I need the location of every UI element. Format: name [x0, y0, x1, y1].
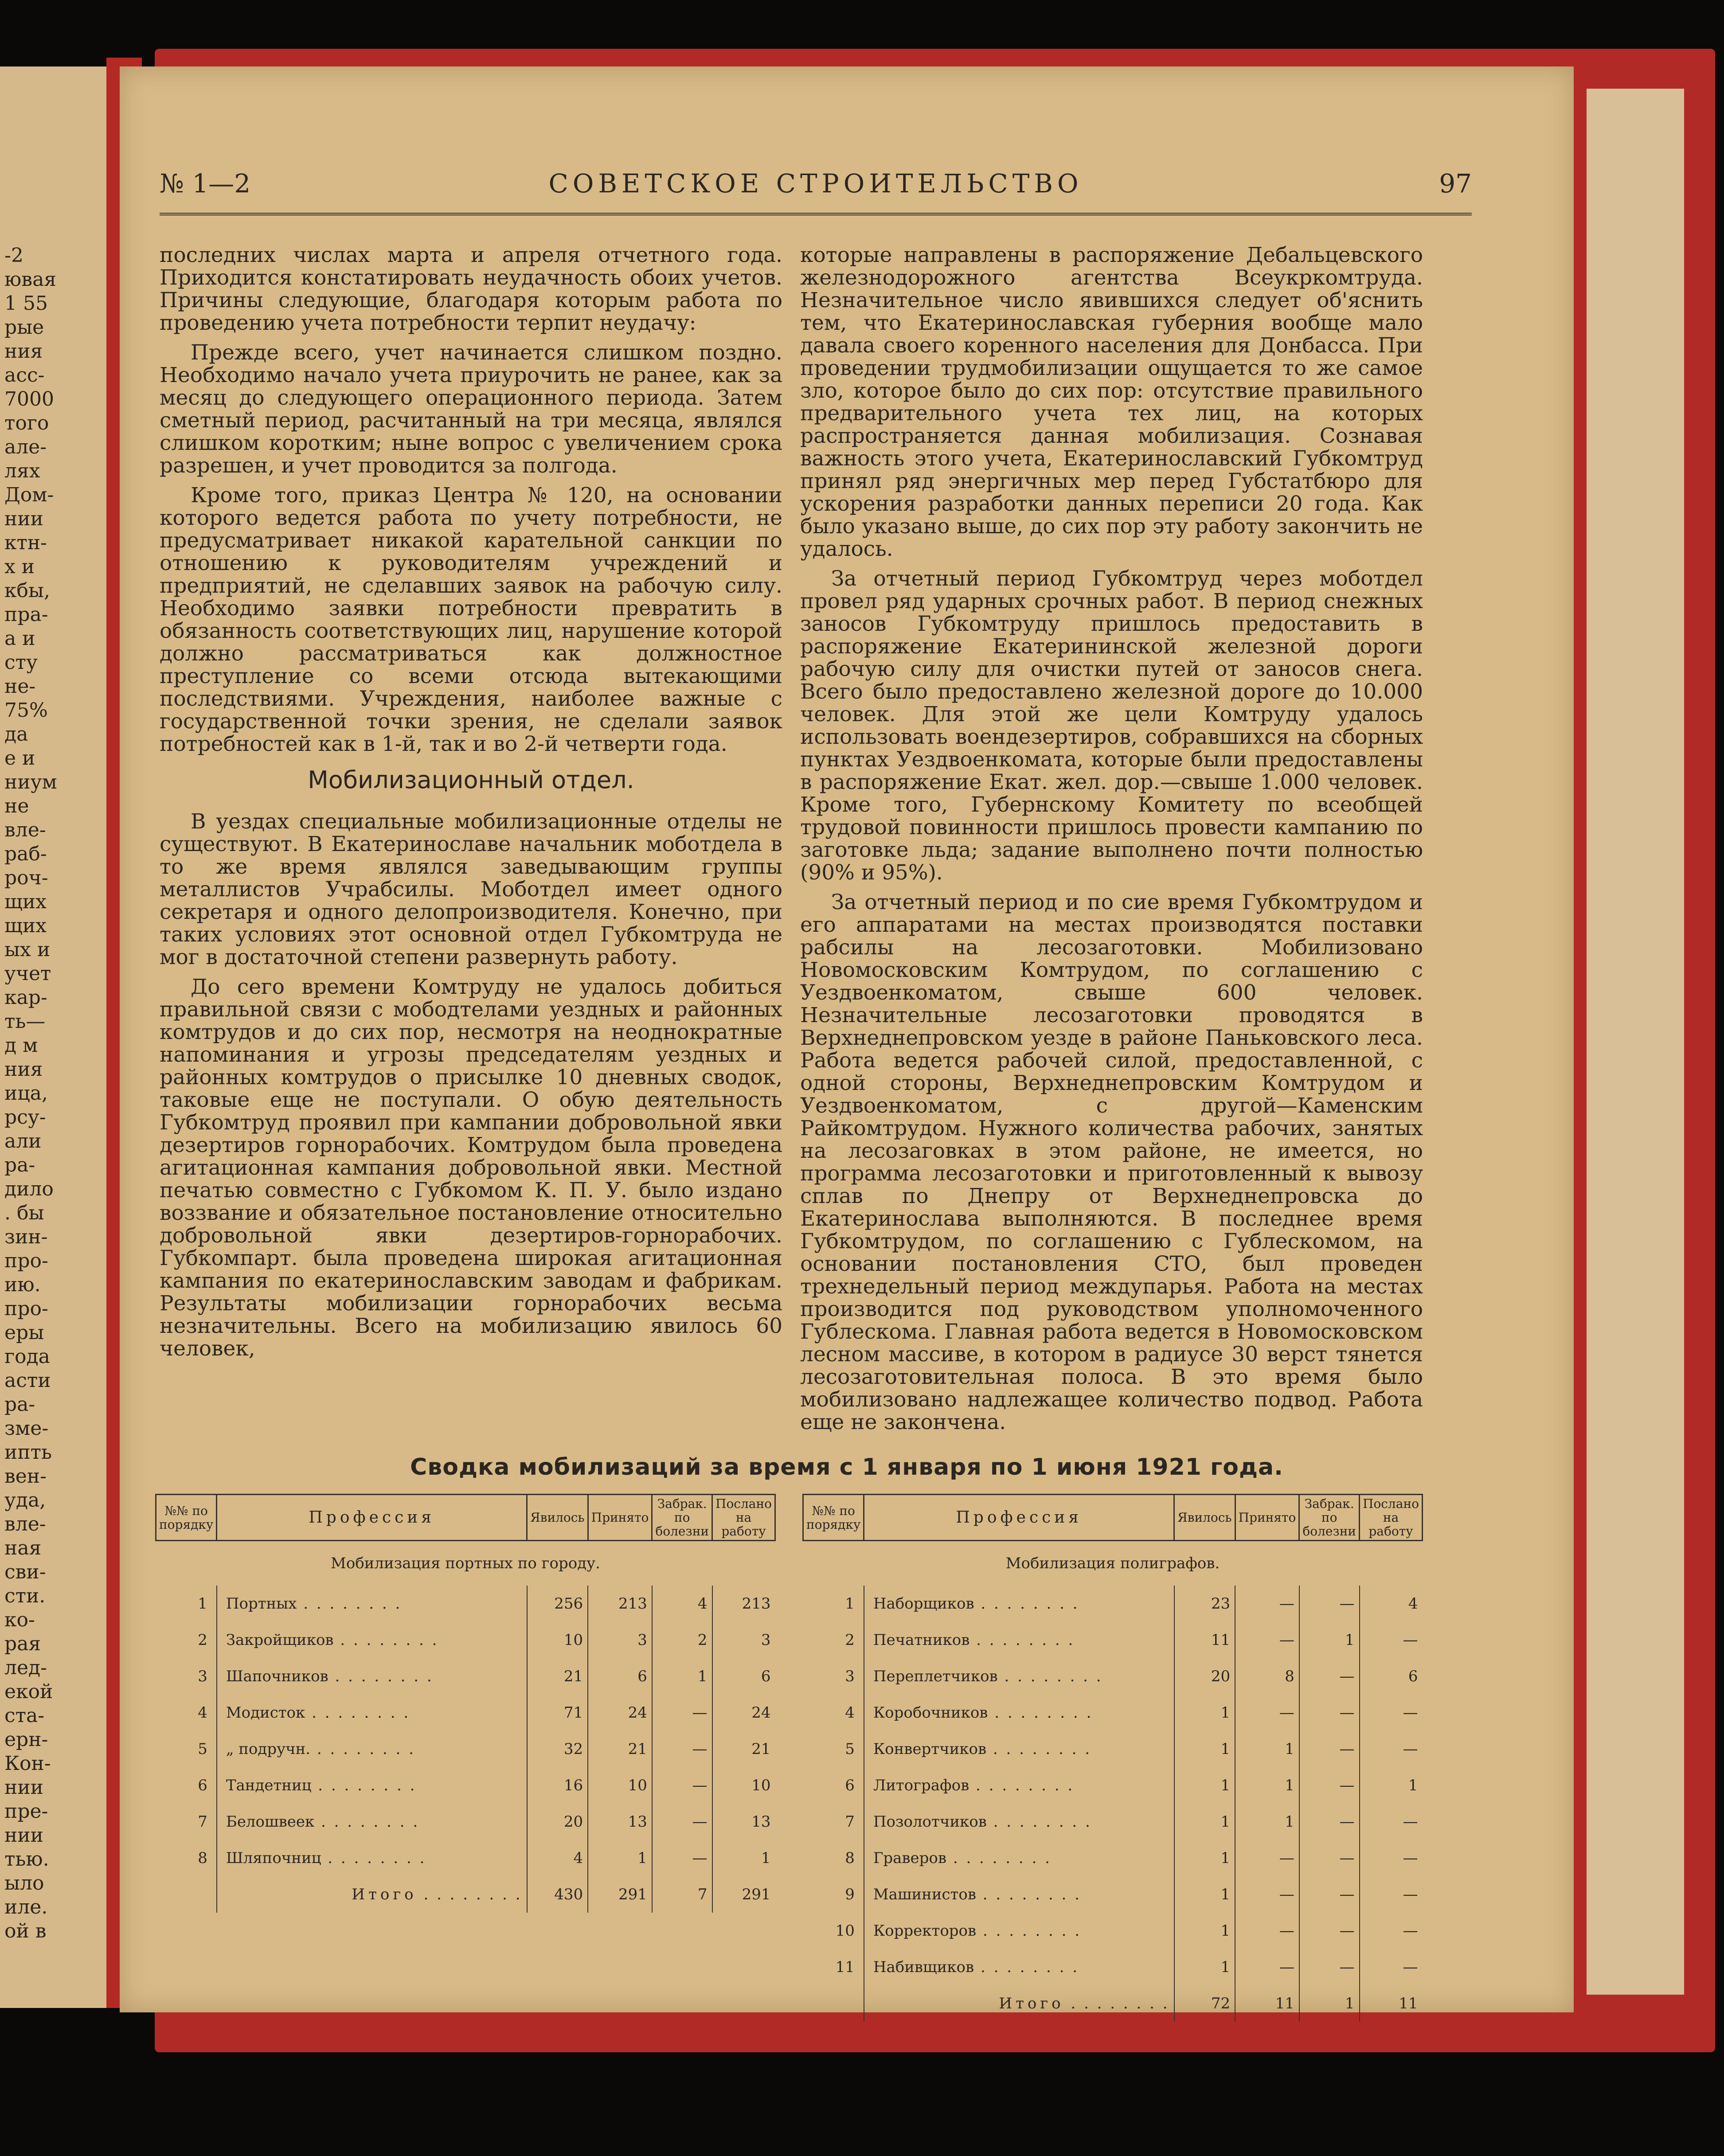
col-header-sent: Послано на работу: [712, 1495, 775, 1541]
row-rejected: 1: [1299, 1622, 1360, 1658]
row-sent: —: [1360, 1949, 1423, 1985]
left-page-fragment: уда,: [4, 1489, 46, 1512]
row-accepted: 6: [588, 1658, 652, 1695]
table-row: [156, 1586, 775, 1622]
row-number: 2: [198, 1631, 207, 1649]
row-rejected: 1: [652, 1658, 712, 1695]
row-number: 3: [845, 1668, 855, 1685]
row-rejected: —: [1299, 1586, 1360, 1622]
row-profession: Портных . . .: [217, 1586, 527, 1622]
left-page-fragment: ица,: [4, 1082, 48, 1105]
left-page-fragment: ерн-: [4, 1728, 48, 1751]
left-page-fragment: а и: [4, 627, 35, 650]
page-header: [160, 168, 1472, 215]
row-number: 9: [845, 1886, 855, 1903]
left-page-fragment: ых и: [4, 938, 51, 961]
row-came: 1: [1174, 1949, 1235, 1985]
row-profession: Наборщиков . . .: [864, 1586, 1174, 1622]
row-came: 1: [1174, 1876, 1235, 1913]
row-rejected: —: [1299, 1804, 1360, 1840]
table-row: [156, 1731, 775, 1767]
left-page-fragment: Дом-: [4, 484, 54, 506]
left-page-fragment: -2: [4, 244, 23, 267]
row-rejected: —: [652, 1804, 712, 1840]
left-page-fragment: асти: [4, 1369, 51, 1392]
row-rejected: —: [652, 1695, 712, 1731]
col-header-profession: Профессия: [217, 1495, 527, 1541]
row-rejected: —: [1299, 1658, 1360, 1695]
row-rejected: —: [1299, 1949, 1360, 1985]
total-spacer: [803, 1985, 864, 2022]
row-profession: Набивщиков . . .: [864, 1949, 1174, 1985]
paragraph: Кроме того, приказ Центра № 120, на основании которого ведется работа по учету потребности, не предусматривает никакой карательной санкции по отношению к руководителям учреждений и предприятий, не сделавших заявок на рабочую силу. Необходимо заявки потребности превратить в обязанность соответствующих лиц, нарушение которой должно рассматриваться как должностное преступление со всеми отсюда вытекающими последствиями. Учреждения, наиболее важные с государственной точки зрения, не сделали заявок потребностей как в 1-й, так и во 2-й четверти года.: [160, 483, 782, 756]
row-profession: Закройщиков . . .: [217, 1622, 527, 1658]
table-row: [156, 1840, 775, 1876]
left-page-fragment: ть—: [4, 1010, 46, 1033]
row-rejected: —: [652, 1767, 712, 1804]
left-page-fragment: ыло: [4, 1872, 44, 1894]
total-came: 72: [1174, 1985, 1235, 2022]
row-came: 71: [527, 1695, 588, 1731]
left-page-fragment: ная: [4, 1537, 42, 1559]
left-page-fragment: лях: [4, 460, 40, 482]
row-came: 10: [527, 1622, 588, 1658]
row-sent: —: [1360, 1804, 1423, 1840]
row-sent: —: [1360, 1622, 1423, 1658]
table-row: [156, 1767, 775, 1804]
table-section-title: Мобилизация портных по городу.: [331, 1555, 600, 1572]
row-profession: Белошвеек . . .: [217, 1804, 527, 1840]
row-came: 1: [1174, 1695, 1235, 1731]
row-sent: 10: [712, 1767, 775, 1804]
table-row: [803, 1913, 1423, 1949]
table-row: [156, 1695, 775, 1731]
left-page-fragment: ста-: [4, 1704, 45, 1727]
table-row: [803, 1804, 1423, 1840]
row-accepted: 1: [1235, 1804, 1299, 1840]
left-page-fragment: ой в: [4, 1920, 47, 1942]
row-accepted: —: [1235, 1876, 1299, 1913]
row-profession: Позолотчиков . . .: [864, 1804, 1174, 1840]
left-page-fragment: вле-: [4, 1513, 46, 1535]
left-page-fragment: але-: [4, 436, 47, 458]
row-came: 1: [1174, 1731, 1235, 1767]
table-row: [803, 1695, 1423, 1731]
row-accepted: 13: [588, 1804, 652, 1840]
row-accepted: 1: [588, 1840, 652, 1876]
row-rejected: —: [1299, 1767, 1360, 1804]
row-came: 1: [1174, 1913, 1235, 1949]
text-column-left: [160, 244, 782, 1449]
row-accepted: —: [1235, 1586, 1299, 1622]
row-rejected: —: [652, 1731, 712, 1767]
row-came: 21: [527, 1658, 588, 1695]
left-page-fragment: вен-: [4, 1465, 47, 1488]
row-profession: Модисток . . .: [217, 1695, 527, 1731]
row-sent: —: [1360, 1913, 1423, 1949]
row-number: 10: [835, 1922, 855, 1940]
total-label: Итого . . .: [864, 1985, 1174, 2022]
table-row: [803, 1586, 1423, 1622]
left-page-fragment: сти.: [4, 1585, 46, 1607]
table-section-row: [803, 1541, 1423, 1586]
row-profession: Коробочников . . .: [864, 1695, 1174, 1731]
col-header-came: Явилось: [527, 1495, 588, 1541]
table-row: [156, 1804, 775, 1840]
row-profession: Шапочников . . .: [217, 1658, 527, 1695]
row-sent: 21: [712, 1731, 775, 1767]
row-sent: —: [1360, 1876, 1423, 1913]
row-accepted: 1: [1235, 1767, 1299, 1804]
left-page-fragment: Кон-: [4, 1752, 51, 1775]
row-sent: 213: [712, 1586, 775, 1622]
left-page-fragment: 1 55: [4, 292, 48, 315]
paragraph: Прежде всего, учет начинается слишком поздно. Необходимо начало учета приурочить не ранее, как за месяц до следующего операционного периода. Затем сметный период, расчитанный на три месяца, являлся слишком коротким; ныне вопрос с увеличением срока разрешен, и учет проводится за полгода.: [160, 340, 782, 478]
left-page-fragment: кар-: [4, 986, 47, 1009]
col-header-rejected: Забрак. по болезни: [652, 1495, 712, 1541]
row-rejected: —: [1299, 1913, 1360, 1949]
row-came: 256: [527, 1586, 588, 1622]
left-page-fragment: лед-: [4, 1656, 47, 1679]
table-row: [803, 1622, 1423, 1658]
row-number: 1: [845, 1595, 855, 1613]
total-accepted: 11: [1235, 1985, 1299, 2022]
row-profession: Конвертчиков . . .: [864, 1731, 1174, 1767]
row-sent: 24: [712, 1695, 775, 1731]
table-row: [803, 1658, 1423, 1695]
row-sent: 1: [1360, 1767, 1423, 1804]
total-sent: 11: [1360, 1985, 1423, 2022]
left-page-fragment: сту: [4, 651, 38, 674]
row-profession: Машинистов . . .: [864, 1876, 1174, 1913]
col-header-sent: Послано на работу: [1360, 1495, 1423, 1541]
row-rejected: —: [1299, 1876, 1360, 1913]
left-page-fragment: вле-: [4, 819, 46, 841]
row-came: 11: [1174, 1622, 1235, 1658]
left-page-fragment: рсу-: [4, 1106, 46, 1129]
col-header-number: №№ по порядку: [156, 1495, 217, 1541]
table-row: [803, 1876, 1423, 1913]
row-profession: Шляпочниц . . .: [217, 1840, 527, 1876]
row-rejected: 4: [652, 1586, 712, 1622]
left-page-fragment: пра-: [4, 603, 48, 626]
table-row: [156, 1658, 775, 1695]
left-page-fragment: 75%: [4, 699, 48, 722]
table-row: [803, 1840, 1423, 1876]
row-rejected: —: [1299, 1695, 1360, 1731]
journal-title: СОВЕТСКОЕ СТРОИТЕЛЬСТВО: [548, 168, 1083, 199]
row-accepted: —: [1235, 1840, 1299, 1876]
row-came: 20: [1174, 1658, 1235, 1695]
row-came: 16: [527, 1767, 588, 1804]
row-sent: 1: [712, 1840, 775, 1876]
row-number: 8: [845, 1849, 855, 1867]
left-page-fragment: 7000: [4, 388, 54, 410]
left-page-fragment: сви-: [4, 1561, 46, 1583]
left-page-fragment: ктн-: [4, 531, 47, 554]
row-sent: 4: [1360, 1586, 1423, 1622]
table-section-title: Мобилизация полиграфов.: [1005, 1555, 1220, 1572]
left-page-fragment: асс-: [4, 364, 45, 387]
total-rejected: 7: [652, 1876, 712, 1913]
left-page-fragment: ювая: [4, 268, 57, 291]
row-profession: Корректоров . . .: [864, 1913, 1174, 1949]
total-sent: 291: [712, 1876, 775, 1913]
left-page-fragment: не-: [4, 675, 36, 698]
left-page-fragment: рые: [4, 316, 44, 339]
row-rejected: —: [1299, 1840, 1360, 1876]
table-total-row: [803, 1985, 1423, 2022]
row-came: 1: [1174, 1804, 1235, 1840]
paragraph: которые направлены в распоряжение Дебальцевского железнодорожного агентства Всеукркомтруда. Незначительное число явившихся следует об'яснить тем, что Екатеринославская губерния вообще мало давала своего коренного населения для Донбасса. При проведении трудмобилизации ощущается то же самое зло, которое было до сих пор: отсутствие правильного предварительного учета тех лиц, на которых распространяется данная мобилизация. Сознавая важность этого учета, Екатеринославский Губкомтруд принял ряд энергичных мер перед Губстатбюро для ускорения разработки данных переписи 20 года. Как было указано выше, до сих пор эту работу закончить не удалось.: [800, 243, 1423, 561]
row-sent: —: [1360, 1695, 1423, 1731]
mobilization-table-printers: [802, 1494, 1423, 2022]
row-sent: 3: [712, 1622, 775, 1658]
row-sent: 6: [712, 1658, 775, 1695]
left-page-fragment: про-: [4, 1250, 48, 1272]
left-page-fragment: . бы: [4, 1202, 44, 1224]
left-page-fragment: кбы,: [4, 579, 50, 602]
row-profession: Печатников . . .: [864, 1622, 1174, 1658]
journal-page: [120, 66, 1574, 2012]
row-accepted: —: [1235, 1913, 1299, 1949]
left-page-fragment: того: [4, 412, 49, 434]
row-profession: Переплетчиков . . .: [864, 1658, 1174, 1695]
row-number: 6: [845, 1777, 855, 1794]
left-page-fragment: е и: [4, 747, 35, 769]
left-page-fragment: ипть: [4, 1441, 52, 1464]
left-page-fragment: да: [4, 723, 28, 746]
mobilization-table-tailors: [155, 1494, 776, 1913]
row-number: 5: [845, 1740, 855, 1758]
row-accepted: 213: [588, 1586, 652, 1622]
total-label: Итого . . .: [217, 1876, 527, 1913]
row-number: 8: [198, 1849, 207, 1867]
row-number: 6: [198, 1777, 207, 1794]
table-row: [803, 1949, 1423, 1985]
page-number: 97: [1439, 168, 1472, 199]
left-page-fragment: не: [4, 795, 29, 817]
left-page-fragment: ниум: [4, 771, 57, 793]
row-rejected: 2: [652, 1622, 712, 1658]
row-accepted: 24: [588, 1695, 652, 1731]
row-accepted: 8: [1235, 1658, 1299, 1695]
col-header-rejected: Забрак. по болезни: [1299, 1495, 1360, 1541]
left-page-fragment: ра-: [4, 1154, 35, 1176]
row-number: 11: [835, 1958, 855, 1976]
left-page-fragment: дило: [4, 1178, 54, 1200]
left-page-fragment: про-: [4, 1297, 48, 1320]
row-profession: Тандетниц . . .: [217, 1767, 527, 1804]
left-page-fragment: рая: [4, 1633, 41, 1655]
paragraph: До сего времени Комтруду не удалось добиться правильной связи с мободтелами уездных и районных комтрудов и до сих пор, несмотря на неоднократные напоминания и угрозы председателям уездных и районных комтрудов о присылке 10 дневных сводок, таковые еще не поступали. О обую деятельность Губкомтруд проявил при кампании добровольной явки дезертиров горнорабочих. Комтрудом была проведена агитационная кампания добровольной явки. Местной печатью совместно с Губкомом К. П. У. было издано воззвание и обязательное постановление относительно добровольной явки дезертиров-горнорабочих. Губкомпарт. была проведена широкая агитационная кампания по екатеринославским заводам и фабрикам. Результаты мобилизации горнорабочих весьма незначительны. Всего на мобилизацию явилось 60 человек,: [160, 975, 782, 1361]
left-page-fragment: нии: [4, 1824, 43, 1847]
left-page-fragment: зме-: [4, 1417, 49, 1440]
row-accepted: 3: [588, 1622, 652, 1658]
row-number: 4: [845, 1704, 855, 1722]
left-page-fragment: иле.: [4, 1896, 48, 1918]
left-page-fragment: зин-: [4, 1226, 48, 1248]
table-total-row: [156, 1876, 775, 1913]
row-number: 5: [198, 1740, 207, 1758]
row-came: 23: [1174, 1586, 1235, 1622]
paragraph: За отчетный период и по сие время Губкомтрудом и его аппаратами на местах производятся поставки рабсилы на лесозаготовки. Мобилизовано Новомосковским Комтрудом, по соглашению с Уездвоенкоматом, свыше 600 человек. Незначительные лесозаготовки проводятся в Верхнеднепровском уезде в районе Паньковского леса. Работа ведется рабочей силой, предоставленной, с одной стороны, Верхнеднепровским Комтрудом и Уездвоенкоматом, с другой—Каменским Райкомтрудом. Нужного количества рабочих, занятых на лесозаговках в этом районе, не имеется, но программа лесозаготовки и приготовленный к вывозу сплав по Днепру от Верхнеднепровска до Екатеринослава выполняются. В последнее время Губкомтрудом, по соглашению с Гублескомом, на основании постановления СТО, был проведен трехнедельный период междупарья. Работа на местах производится под руководством уполномоченного Гублескома. Главная работа ведется в Новомосковском лесном массиве, в котором в радиусе 30 верст тянется лесозаготовительная полоса. В это время было мобилизовано надлежащее количество подвод. Работа еще не закончена.: [800, 890, 1423, 1434]
text-column-right: [800, 244, 1423, 1449]
row-profession: „ подручн. . . .: [217, 1731, 527, 1767]
row-sent: —: [1360, 1840, 1423, 1876]
left-page-fragment: учет: [4, 962, 51, 985]
row-came: 1: [1174, 1767, 1235, 1804]
col-header-accepted: Принято: [588, 1495, 652, 1541]
left-page-fragment: щих: [4, 914, 47, 937]
left-page-fragment: нии: [4, 508, 43, 530]
paragraph: За отчетный период Губкомтруд через мобoтдел провел ряд ударных срочных работ. В период снежных заносов Губкомтруду пришлось предоставить в распоряжение Екатерининской железной дороги рабочую силу для очистки путей от заносов снега. Всего было предоставлено железной дороге до 10.000 человек. Для этой же цели Комтруду удалось использовать воендезертиров, собравшихся на сборных пунктах Уездвоенкомата, которые были предоставлены в распоряжение Екат. жел. дор.—свыше 1.000 человек. Кроме того, Губернскому Комитету по всеобщей трудовой повинности пришлось провести кампанию по заготовке льда; задание выполнено почти полностью (90% и 95%).: [800, 566, 1423, 885]
left-page-fragment: еры: [4, 1321, 44, 1344]
row-accepted: —: [1235, 1949, 1299, 1985]
issue-number: № 1—2: [160, 168, 251, 199]
row-sent: 6: [1360, 1658, 1423, 1695]
table-row: [803, 1767, 1423, 1804]
paragraph: В уездах специальные мобилизационные отделы не существуют. В Екатеринославе начальник моботдела в то же время являлся заведывающим группы металлистов Учрабсилы. Моботдел имеет одного секретаря и одного делопроизводителя. Конечно, при таких условиях этот основной отдел Губкомтруда не мог в достаточной степени развернуть работу.: [160, 809, 782, 969]
row-accepted: 21: [588, 1731, 652, 1767]
row-came: 1: [1174, 1840, 1235, 1876]
left-page-fragment: х и: [4, 555, 35, 578]
section-heading: Мобилизационный отдел.: [308, 766, 634, 794]
row-rejected: —: [1299, 1731, 1360, 1767]
row-profession: Граверов . . .: [864, 1840, 1174, 1876]
row-number: 2: [845, 1631, 855, 1649]
row-came: 20: [527, 1804, 588, 1840]
col-header-number: №№ по порядку: [803, 1495, 864, 1541]
row-sent: 13: [712, 1804, 775, 1840]
table-row: [803, 1731, 1423, 1767]
table-title: Сводка мобилизаций за время с 1 января по 1 июня 1921 года.: [410, 1454, 1283, 1480]
table-row: [156, 1622, 775, 1658]
left-page-fragment: ию.: [4, 1273, 41, 1296]
row-accepted: —: [1235, 1695, 1299, 1731]
col-header-came: Явилось: [1174, 1495, 1235, 1541]
row-number: 3: [198, 1668, 207, 1685]
row-came: 4: [527, 1840, 588, 1876]
row-profession: Литографов . . .: [864, 1767, 1174, 1804]
left-page-fragment: роч-: [4, 867, 48, 889]
total-accepted: 291: [588, 1876, 652, 1913]
underlying-pages: [1587, 89, 1684, 1995]
left-page-fragment: раб-: [4, 843, 47, 865]
row-number: 7: [845, 1813, 855, 1831]
col-header-profession: Профессия: [864, 1495, 1174, 1541]
row-number: 1: [198, 1595, 207, 1613]
left-page-fragment: года: [4, 1345, 50, 1368]
left-page-fragment: ния: [4, 1058, 43, 1081]
col-header-accepted: Принято: [1235, 1495, 1299, 1541]
left-page-fragment: щих: [4, 891, 47, 913]
row-number: 4: [198, 1704, 207, 1722]
left-page-fragment: тью.: [4, 1848, 49, 1871]
row-accepted: 10: [588, 1767, 652, 1804]
row-sent: —: [1360, 1731, 1423, 1767]
left-page-fragment: нии: [4, 1776, 43, 1799]
table-section-row: [156, 1541, 775, 1586]
left-page-fragment: али: [4, 1130, 42, 1152]
paragraph: последних числах марта и апреля отчетного года. Приходится констатировать неудачность обоих учетов. Причины следующие, благодаря которым работа по проведению учета потребности терпит неудачу:: [160, 243, 782, 335]
row-number: 7: [198, 1813, 207, 1831]
row-rejected: —: [652, 1840, 712, 1876]
row-accepted: 1: [1235, 1731, 1299, 1767]
total-spacer: [156, 1876, 217, 1913]
row-came: 32: [527, 1731, 588, 1767]
left-page-fragment: пре-: [4, 1800, 48, 1823]
total-rejected: 1: [1299, 1985, 1360, 2022]
total-came: 430: [527, 1876, 588, 1913]
left-page-fragment: ра-: [4, 1393, 35, 1416]
left-page-fragment: екой: [4, 1680, 53, 1703]
left-page-fragment: ния: [4, 340, 43, 363]
left-page-fragment: ко-: [4, 1609, 35, 1631]
left-page-fragment: д м: [4, 1034, 38, 1057]
row-accepted: —: [1235, 1622, 1299, 1658]
